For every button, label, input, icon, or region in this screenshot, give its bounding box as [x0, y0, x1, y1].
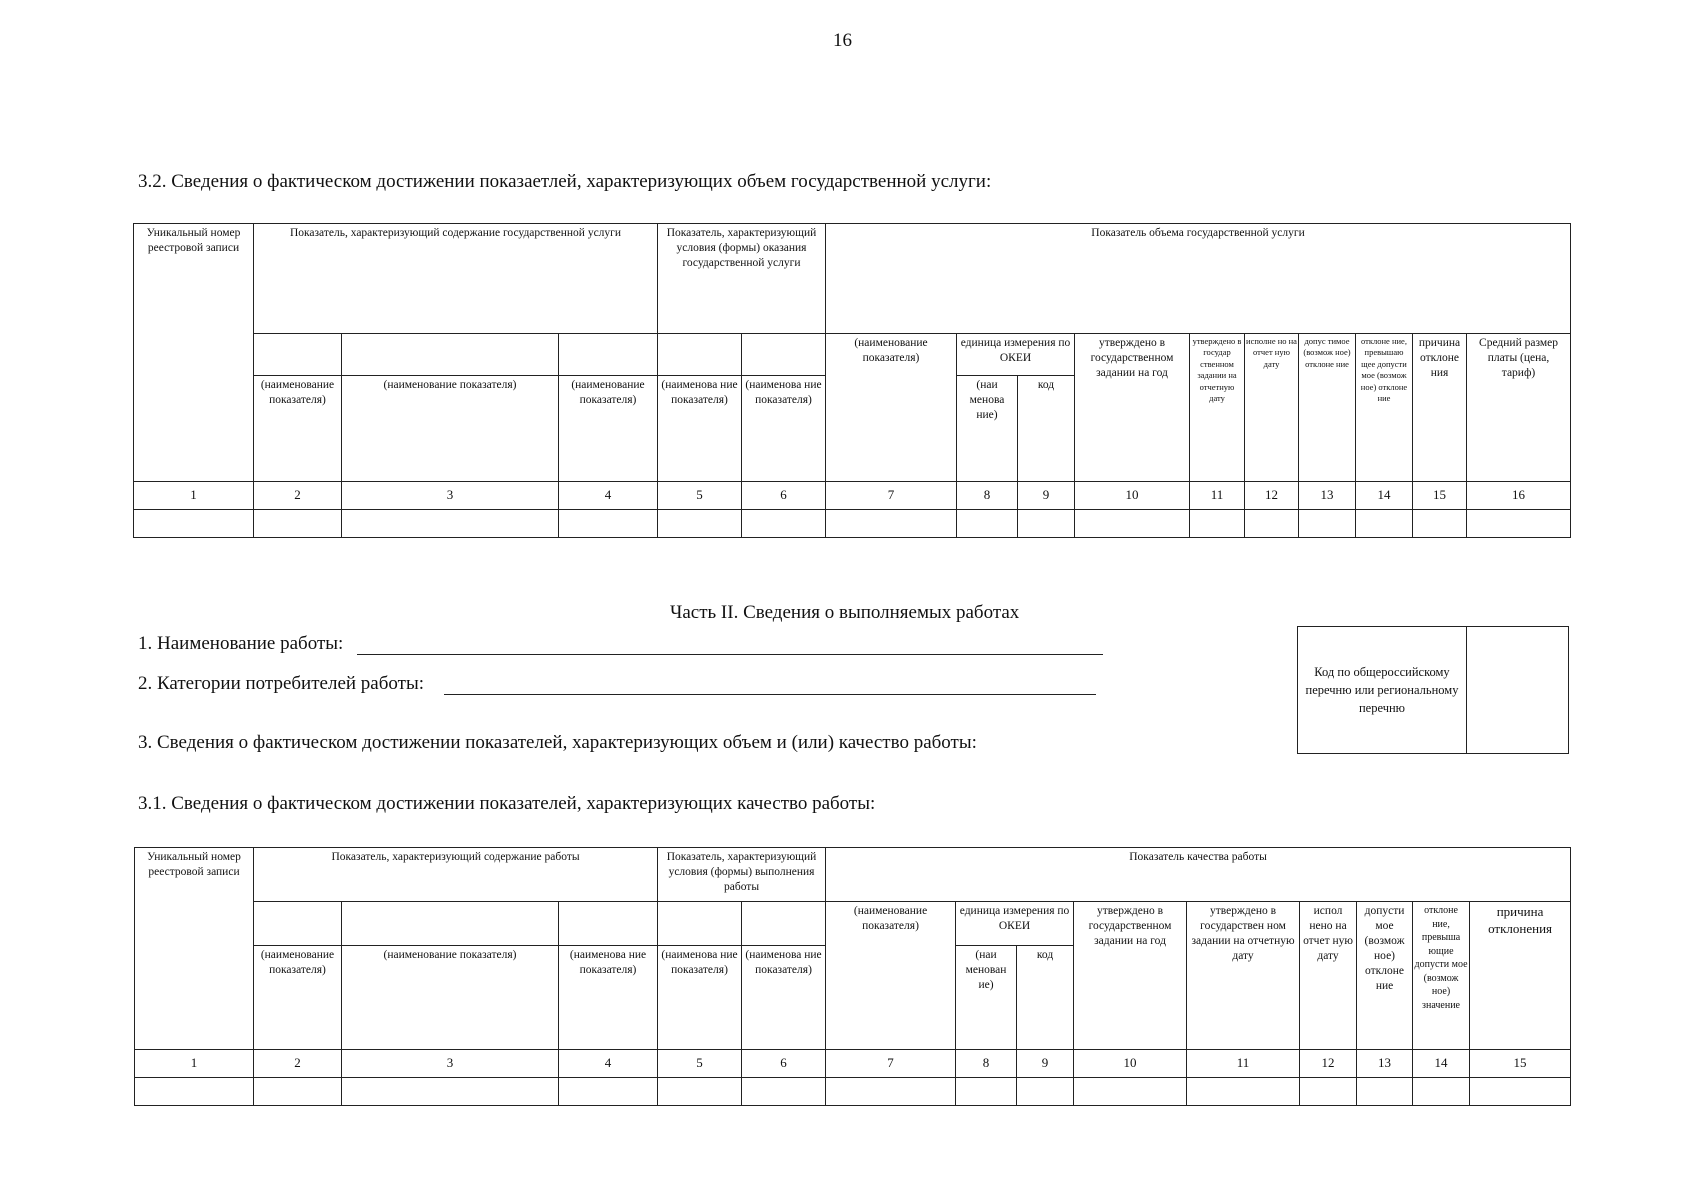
- part-2-title: Часть II. Сведения о выполняемых работах: [670, 602, 1020, 623]
- section-3-2-heading: 3.2. Сведения о фактическом достижении показаетлей, характеризующих объем государственной услуги:: [138, 171, 992, 192]
- blank-cell: [254, 902, 342, 946]
- approved-date: утверждено в государ ственном задании на отчетную дату: [1190, 334, 1245, 482]
- approved-year: утверждено в государственном задании на год: [1075, 334, 1190, 482]
- column-number: 14: [1356, 482, 1413, 510]
- executed-date: исполне но на отчет ную дату: [1245, 334, 1299, 482]
- column-number: 7: [826, 1050, 956, 1078]
- column-number: 3: [342, 482, 559, 510]
- allowed-deviation: допусти мое (возмож ное) отклоне ние: [1357, 902, 1413, 1050]
- data-cell[interactable]: [342, 510, 559, 538]
- quality-indicators-table: [134, 847, 1571, 1106]
- column-number: 12: [1245, 482, 1299, 510]
- column-number: 5: [658, 482, 742, 510]
- column-number: 4: [559, 482, 658, 510]
- unit-okei: единица измерения по ОКЕИ: [957, 334, 1075, 376]
- indicator-name: (наименование показателя): [342, 376, 559, 482]
- data-cell[interactable]: [742, 510, 826, 538]
- data-cell[interactable]: [1245, 510, 1299, 538]
- data-cell[interactable]: [658, 1078, 742, 1106]
- table-row: [135, 1078, 1571, 1106]
- work-name-line[interactable]: [357, 654, 1103, 655]
- blank-cell: [559, 902, 658, 946]
- exceeding-deviation: отклоне ние, превыша ющие допусти мое (возмож ное) значение: [1413, 902, 1470, 1050]
- column-number: 11: [1187, 1050, 1300, 1078]
- data-cell[interactable]: [1299, 510, 1356, 538]
- exceeding-deviation: отклоне ние, превышаю щее допусти мое (возмож ное) отклоне ние: [1356, 334, 1413, 482]
- unit-okei: единица измерения по ОКЕИ: [956, 902, 1074, 946]
- consumers-line[interactable]: [444, 694, 1096, 695]
- indicator-name: (наименование показателя): [254, 376, 342, 482]
- data-cell[interactable]: [742, 1078, 826, 1106]
- data-cell[interactable]: [1018, 510, 1075, 538]
- deviation-reason: причина отклонения: [1470, 902, 1571, 1050]
- column-number: 10: [1074, 1050, 1187, 1078]
- col-content-indicator: Показатель, характеризующий содержание работы: [254, 848, 658, 902]
- quality-name-indicator: (наименование показателя): [826, 902, 956, 1050]
- col-volume-indicator: Показатель объема государственной услуги: [826, 224, 1571, 334]
- blank-cell: [342, 902, 559, 946]
- column-number: 4: [559, 1050, 658, 1078]
- table-row: [134, 510, 1571, 538]
- column-number: 2: [254, 482, 342, 510]
- data-cell[interactable]: [1413, 510, 1467, 538]
- indicator-name: (наименование показателя): [254, 946, 342, 1050]
- deviation-reason: причина отклоне ния: [1413, 334, 1467, 482]
- blank-cell: [742, 902, 826, 946]
- column-number: 13: [1357, 1050, 1413, 1078]
- average-fee: Средний размер платы (цена, тариф): [1467, 334, 1571, 482]
- section-3-heading: 3. Сведения о фактическом достижении показателей, характеризующих объем и (или) качество работы:: [138, 732, 977, 753]
- column-number: 10: [1075, 482, 1190, 510]
- column-number: 15: [1413, 482, 1467, 510]
- data-cell[interactable]: [957, 510, 1018, 538]
- col-content-indicator: Показатель, характеризующий содержание государственной услуги: [254, 224, 658, 334]
- data-cell[interactable]: [1187, 1078, 1300, 1106]
- column-number: 5: [658, 1050, 742, 1078]
- column-number: 9: [1017, 1050, 1074, 1078]
- unit-code: код: [1018, 376, 1075, 482]
- data-cell[interactable]: [1075, 510, 1190, 538]
- column-number: 6: [742, 482, 826, 510]
- data-cell[interactable]: [1017, 1078, 1074, 1106]
- blank-cell: [254, 334, 342, 376]
- data-cell[interactable]: [342, 1078, 559, 1106]
- unit-name: (наи менован ие): [956, 946, 1017, 1050]
- blank-cell: [742, 334, 826, 376]
- data-cell[interactable]: [1190, 510, 1245, 538]
- approved-date: утверждено в государствен ном задании на отчетную дату: [1187, 902, 1300, 1050]
- indicator-name: (наименова ние показателя): [559, 946, 658, 1050]
- section-3-1-heading: 3.1. Сведения о фактическом достижении показателей, характеризующих качество работы:: [138, 793, 876, 814]
- data-cell[interactable]: [1413, 1078, 1470, 1106]
- blank-cell: [658, 334, 742, 376]
- column-number: 9: [1018, 482, 1075, 510]
- data-cell[interactable]: [254, 1078, 342, 1106]
- data-cell[interactable]: [559, 510, 658, 538]
- data-cell[interactable]: [134, 510, 254, 538]
- data-cell[interactable]: [658, 510, 742, 538]
- allowed-deviation: допус тимое (возмож ное) отклоне ние: [1299, 334, 1356, 482]
- col-unique-record: Уникальный номер реестровой записи: [135, 848, 254, 1050]
- data-cell[interactable]: [826, 1078, 956, 1106]
- code-box: [1297, 626, 1569, 754]
- data-cell[interactable]: [1074, 1078, 1187, 1106]
- col-conditions-indicator: Показатель, характеризующий условия (формы) выполнения работы: [658, 848, 826, 902]
- indicator-name: (наименова ние показателя): [742, 946, 826, 1050]
- executed-date: испол нено на отчет ную дату: [1300, 902, 1357, 1050]
- work-name-label: 1. Наименование работы:: [138, 633, 344, 654]
- data-cell[interactable]: [135, 1078, 254, 1106]
- blank-cell: [342, 334, 559, 376]
- data-cell[interactable]: [1467, 510, 1571, 538]
- data-cell[interactable]: [1300, 1078, 1357, 1106]
- consumers-label: 2. Категории потребителей работы:: [138, 673, 424, 694]
- column-number: 14: [1413, 1050, 1470, 1078]
- column-number: 15: [1470, 1050, 1571, 1078]
- indicator-name: (наименова ние показателя): [742, 376, 826, 482]
- code-box-label: Код по общероссийскому перечню или региональному перечню: [1305, 665, 1459, 716]
- column-number: 6: [742, 1050, 826, 1078]
- unit-code: код: [1017, 946, 1074, 1050]
- column-number: 13: [1299, 482, 1356, 510]
- data-cell[interactable]: [1357, 1078, 1413, 1106]
- column-number: 2: [254, 1050, 342, 1078]
- column-number: 7: [826, 482, 957, 510]
- data-cell[interactable]: [826, 510, 957, 538]
- indicator-name: (наименова ние показателя): [658, 376, 742, 482]
- blank-cell: [658, 902, 742, 946]
- col-unique-record: Уникальный номер реестровой записи: [134, 224, 254, 482]
- column-number: 3: [342, 1050, 559, 1078]
- data-cell[interactable]: [254, 510, 342, 538]
- column-number: 8: [957, 482, 1018, 510]
- code-box-divider: [1466, 627, 1467, 753]
- column-number: 16: [1467, 482, 1571, 510]
- data-cell[interactable]: [1356, 510, 1413, 538]
- indicator-name: (наименова ние показателя): [658, 946, 742, 1050]
- page-number: 16: [833, 30, 852, 51]
- column-number: 1: [134, 482, 254, 510]
- col-conditions-indicator: Показатель, характеризующий условия (формы) оказания государственной услуги: [658, 224, 826, 334]
- data-cell[interactable]: [956, 1078, 1017, 1106]
- column-number: 8: [956, 1050, 1017, 1078]
- indicator-name: (наименование показателя): [559, 376, 658, 482]
- indicator-name: (наименование показателя): [342, 946, 559, 1050]
- blank-cell: [559, 334, 658, 376]
- unit-name: (наи менова ние): [957, 376, 1018, 482]
- column-number: 12: [1300, 1050, 1357, 1078]
- column-number: 11: [1190, 482, 1245, 510]
- column-number: 1: [135, 1050, 254, 1078]
- col-quality-indicator: Показатель качества работы: [826, 848, 1571, 902]
- volume-indicators-table: [133, 223, 1571, 538]
- vol-name-indicator: (наименование показателя): [826, 334, 957, 482]
- data-cell[interactable]: [559, 1078, 658, 1106]
- data-cell[interactable]: [1470, 1078, 1571, 1106]
- approved-year: утверждено в государственном задании на год: [1074, 902, 1187, 1050]
